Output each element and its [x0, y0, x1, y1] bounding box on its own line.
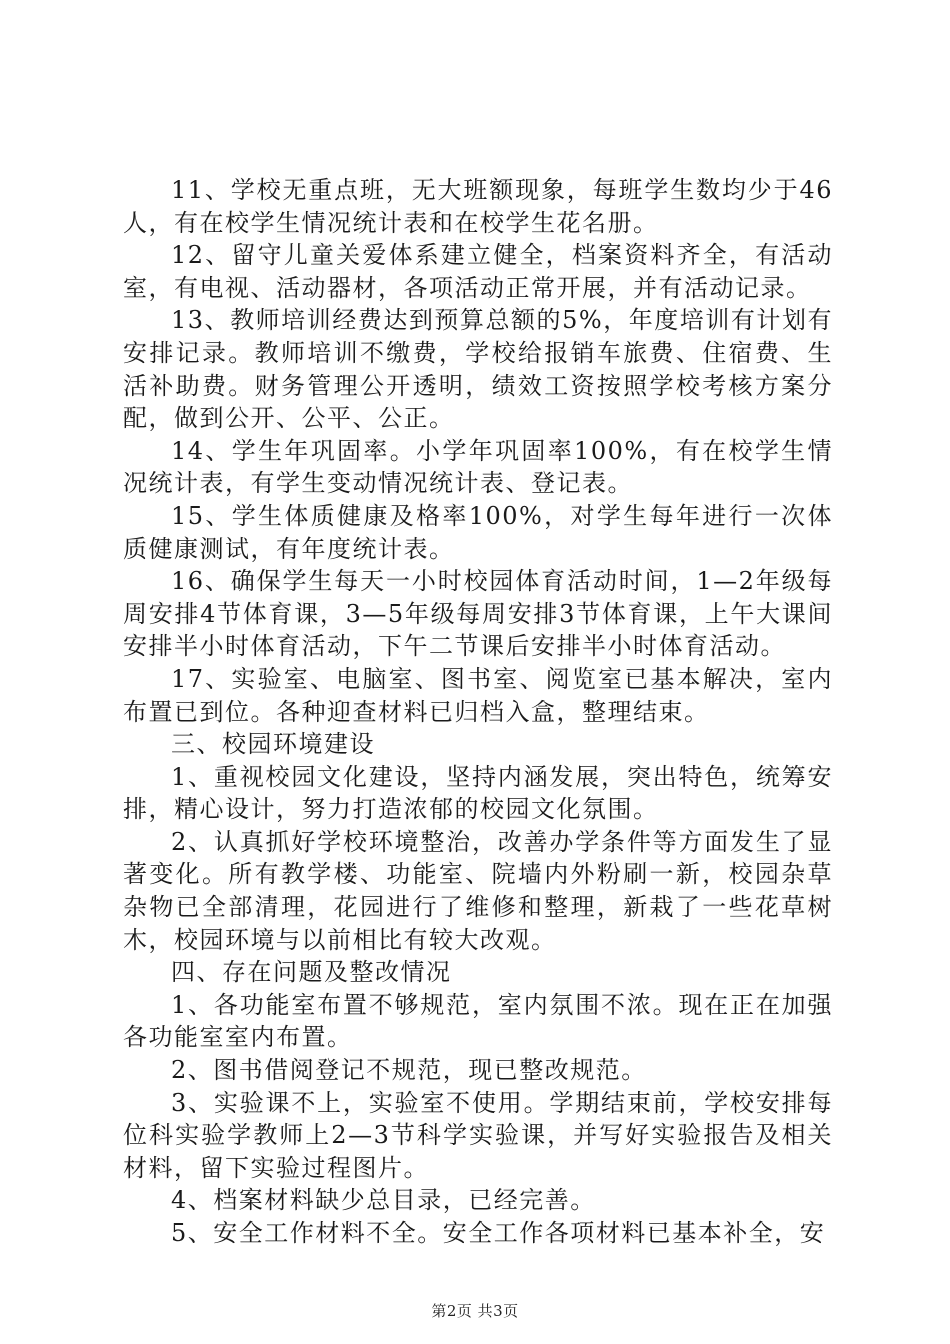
paragraph-problem-2: 2、图书借阅登记不规范，现已整改规范。	[171, 1056, 647, 1085]
paragraph-item-15: 15、学生体质健康及格率100%，对学生每年进行一次体质健康测试，有年度统计表。	[123, 501, 833, 563]
paragraph-item-14: 14、学生年巩固率。小学年巩固率100%，有在校学生情况统计表，有学生变动情况统计表、登记表。	[123, 436, 833, 498]
paragraph-problem-5: 5、安全工作材料不全。安全工作各项材料已基本补全，安	[171, 1219, 826, 1247]
document-body	[123, 174, 833, 1250]
paragraph-item-17: 17、实验室、电脑室、图书室、阅览室已基本解决，室内布置已到位。各种迎查材料已归档入盒，整理结束。	[123, 664, 833, 726]
paragraph-problem-1: 1、各功能室布置不够规范，室内氛围不浓。现在正在加强各功能室室内布置。	[123, 990, 833, 1052]
paragraph-item-16: 16、确保学生每天一小时校园体育活动时间，1—2年级每周安排4节体育课，3—5年级每周安排3节体育课，上午大课间安排半小时体育活动，下午二节课后安排半小时体育活动。	[123, 567, 833, 661]
paragraph-environment-2: 2、认真抓好学校环境整治，改善办学条件等方面发生了显著变化。所有教学楼、功能室、院墙内外粉刷一新，校园杂草杂物已全部清理，花园进行了维修和整理，新栽了一些花草树木，校园环境与以前相比有较大改观。	[123, 827, 833, 954]
paragraph-problem-3: 3、实验课不上，实验室不使用。学期结束前，学校安排每位科实验学教师上2—3节科学实验课，并写好实验报告及相关材料，留下实验过程图片。	[123, 1088, 833, 1182]
paragraph-environment-1: 1、重视校园文化建设，坚持内涵发展，突出特色，统筹安排，精心设计，努力打造浓郁的校园文化氛围。	[123, 762, 833, 824]
page-number-footer: 第2页 共3页	[431, 1302, 519, 1320]
paragraph-item-12: 12、留守儿童关爱体系建立健全，档案资料齐全，有活动室，有电视、活动器材，各项活动正常开展，并有活动记录。	[123, 241, 833, 302]
paragraph-problem-4: 4、档案材料缺少总目录，已经完善。	[171, 1186, 596, 1215]
section-heading-problems-rectification: 四、存在问题及整改情况	[171, 958, 452, 987]
paragraph-item-11: 11、学校无重点班，无大班额现象，每班学生数均少于46人，有在校学生情况统计表和在校学生花名册。	[123, 176, 833, 237]
section-heading-campus-environment: 三、校园环境建设	[171, 730, 375, 759]
paragraph-item-13: 13、教师培训经费达到预算总额的5%，年度培训有计划有安排记录。教师培训不缴费，学校给报销车旅费、住宿费、生活补助费。财务管理公开透明，绩效工资按照学校考核方案分配，做到公开、公平、公正。	[123, 306, 833, 433]
